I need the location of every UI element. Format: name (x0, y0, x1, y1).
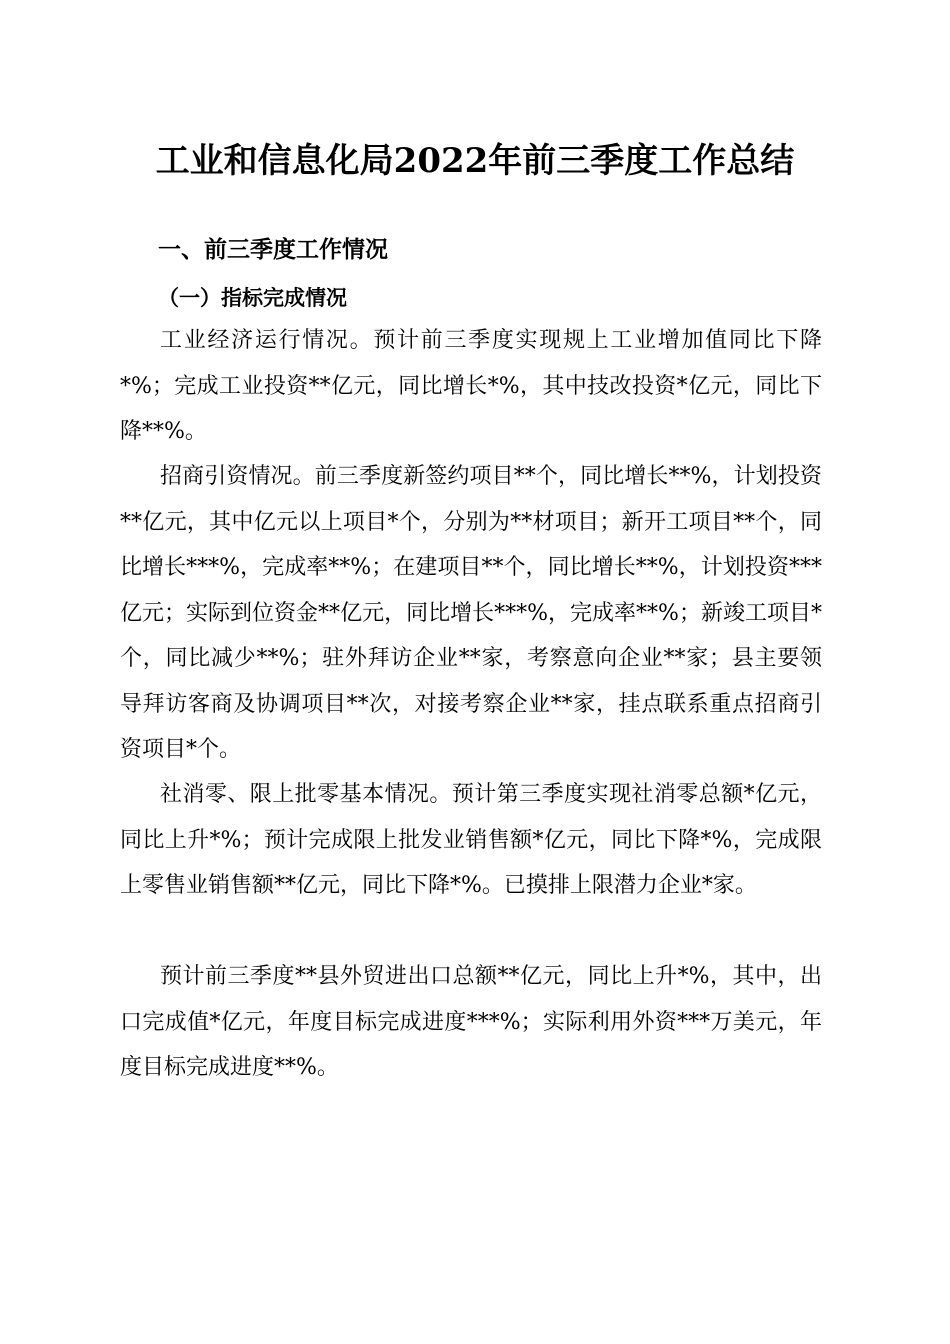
paragraph-investment-attraction: 招商引资情况。前三季度新签约项目**个，同比增长**%，计划投资**亿元，其中亿元以上项目*个，分别为**材项目；新开工项目**个，同比增长***%，完成率**%；在建项目**个，同比增长**%，计划投资***亿元；实际到位资金**亿元，同比增长***%，完成率**%；新竣工项目*个，同比减少**%；驻外拜访企业**家，考察意向企业**家；县主要领导拜访客商及协调项目**次，对接考察企业**家，挂点联系重点招商引资项目*个。 (120, 464, 822, 762)
paragraph-retail-wholesale: 社消零、限上批零基本情况。预计第三季度实现社消零总额*亿元，同比上升*%；预计完成限上批发业销售额*亿元，同比下降*%，完成限上零售业销售额**亿元，同比下降*%。已摸排上限潜力企业*家。 (120, 782, 822, 898)
paragraph-foreign-trade: 预计前三季度**县外贸进出口总额**亿元，同比上升*%，其中，出口完成值*亿元，年度目标完成进度***%；实际利用外资***万美元，年度目标完成进度**%。 (120, 964, 823, 1080)
section-heading: 一、前三季度工作情况 (158, 237, 388, 263)
paragraph-industrial-economy: 工业经济运行情况。预计前三季度实现规上工业增加值同比下降*%；完成工业投资**亿元，同比增长*%，其中技改投资*亿元，同比下降**%。 (120, 328, 822, 444)
document-title: 工业和信息化局2022年前三季度工作总结 (155, 141, 795, 181)
sub-heading: （一）指标完成情况 (158, 285, 347, 310)
